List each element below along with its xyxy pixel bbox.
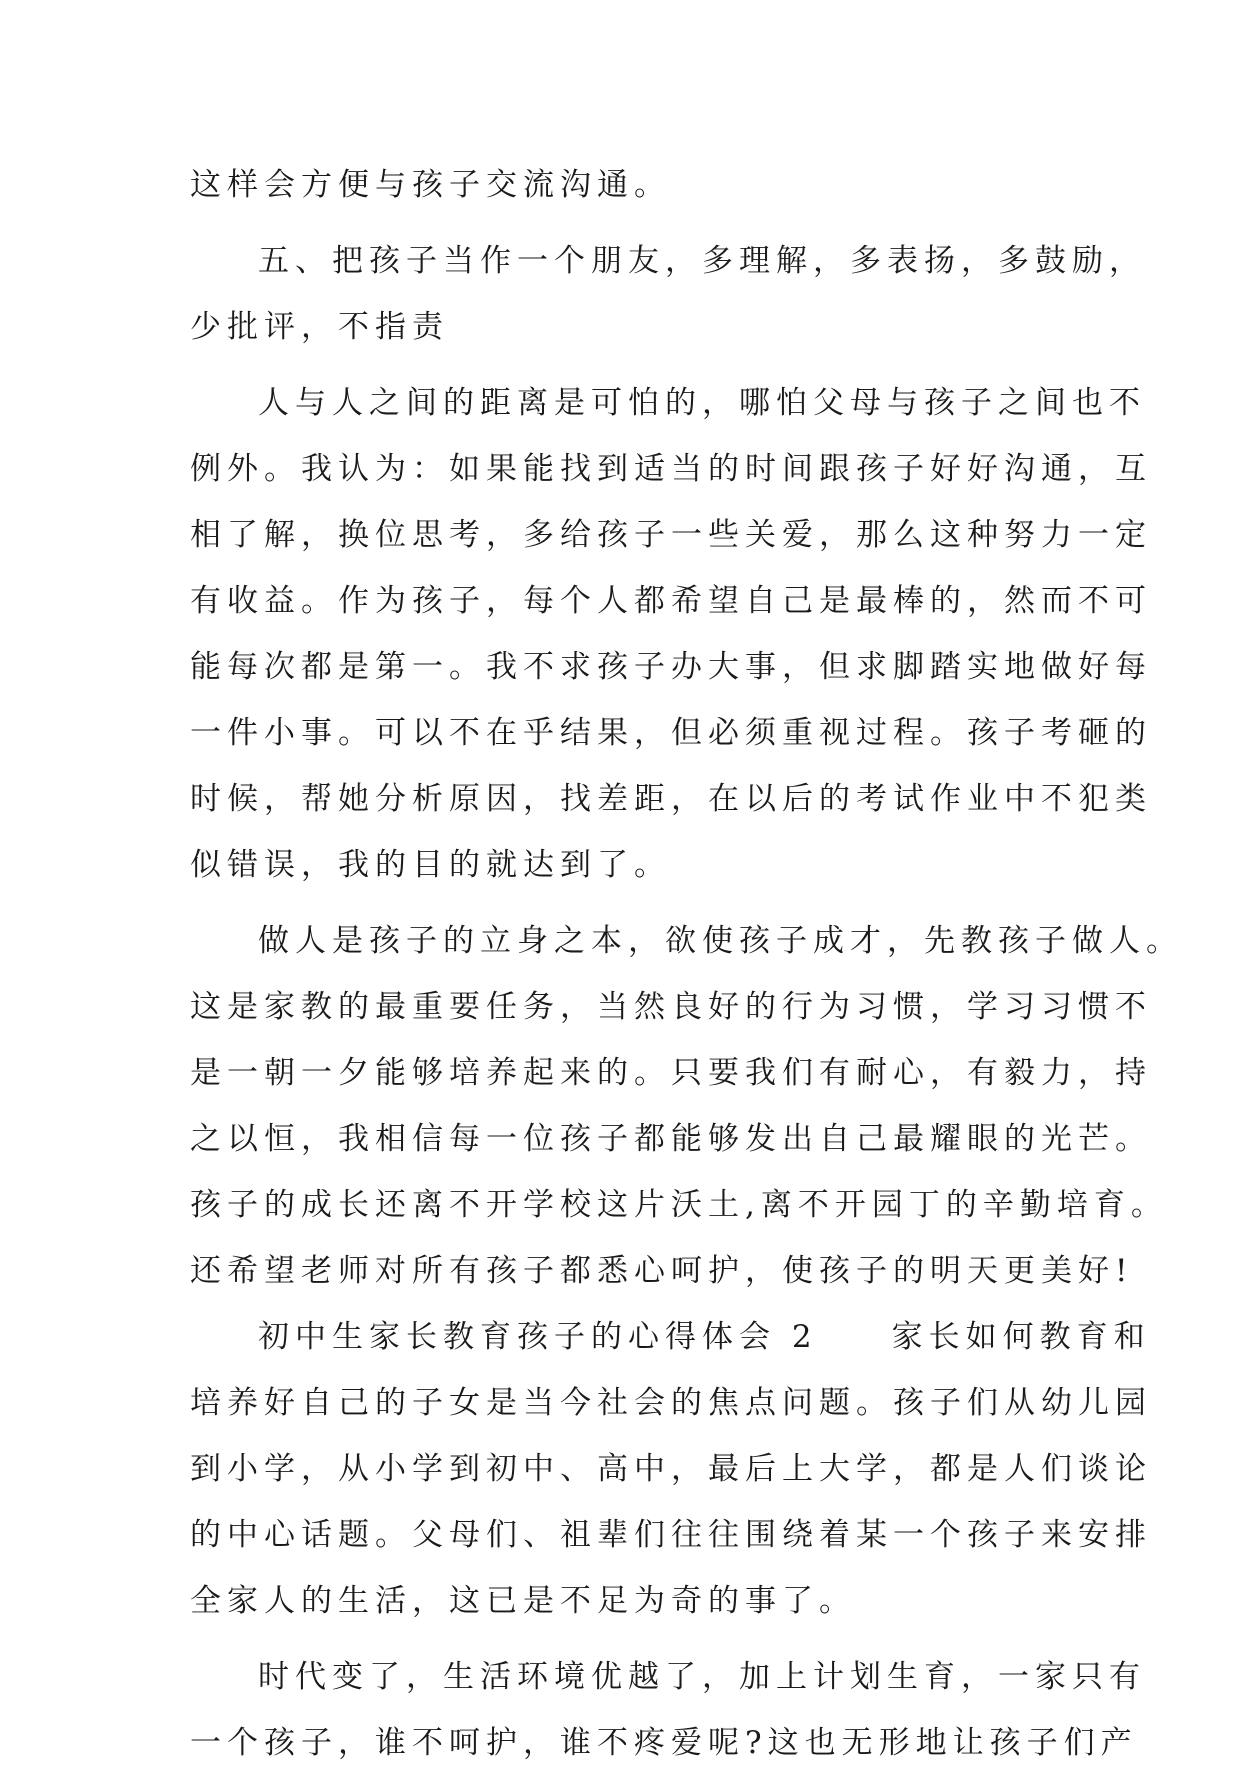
- paragraph-line: 之以恒，我相信每一位孩子都能够发出自己最耀眼的光芒。: [190, 1121, 1152, 1157]
- paragraph-line: 孩子的成长还离不开学校这片沃土,离不开园丁的辛勤培育。: [190, 1187, 1168, 1223]
- paragraph-line: 做人是孩子的立身之本，欲使孩子成才，先教孩子做人。: [258, 923, 1183, 959]
- paragraph-line: 有收益。作为孩子，每个人都希望自己是最棒的，然而不可: [190, 583, 1152, 619]
- paragraph-line: 这是家教的最重要任务，当然良好的行为习惯，学习习惯不: [190, 989, 1152, 1025]
- paragraph-line: 还希望老师对所有孩子都悉心呵护，使孩子的明天更美好!: [190, 1253, 1134, 1289]
- paragraph-line: 是一朝一夕能够培养起来的。只要我们有耐心，有毅力，持: [190, 1055, 1152, 1091]
- document-body: [190, 152, 1183, 1776]
- paragraph-line: 一件小事。可以不在乎结果，但必须重视过程。孩子考砸的: [190, 715, 1152, 751]
- paragraph-line: 培养好自己的子女是当今社会的焦点问题。孩子们从幼儿园: [190, 1385, 1152, 1421]
- paragraph-line: 能每次都是第一。我不求孩子办大事，但求脚踏实地做好每: [190, 649, 1152, 685]
- section-heading-line: 少批评，不指责: [190, 309, 449, 345]
- paragraph-line: 的中心话题。父母们、祖辈们往往围绕着某一个孩子来安排: [190, 1517, 1152, 1553]
- paragraph-line: 时代变了，生活环境优越了，加上计划生育，一家只有: [258, 1659, 1146, 1695]
- paragraph-line: 例外。我认为：如果能找到适当的时间跟孩子好好沟通，互: [190, 451, 1152, 487]
- paragraph-line: 全家人的生活，这已是不足为奇的事了。: [190, 1583, 856, 1619]
- paragraph-line: 一个孩子，谁不呵护，谁不疼爱呢?这也无形地让孩子们产: [190, 1725, 1138, 1761]
- text-line: 这样会方便与孩子交流沟通。: [190, 167, 671, 203]
- paragraph-line: 到小学，从小学到初中、高中，最后上大学，都是人们谈论: [190, 1451, 1152, 1487]
- paragraph-line: 相了解，换位思考，多给孩子一些关爱，那么这种努力一定: [190, 517, 1152, 553]
- paragraph-line: 人与人之间的距离是可怕的，哪怕父母与孩子之间也不: [258, 385, 1146, 421]
- paragraph-line: 似错误，我的目的就达到了。: [190, 847, 671, 883]
- paragraph-line: 初中生家长教育孩子的心得体会 2 家长如何教育和: [258, 1319, 1151, 1355]
- section-heading-line: 五、把孩子当作一个朋友，多理解，多表扬，多鼓励，: [258, 243, 1146, 279]
- paragraph-line: 时候，帮她分析原因，找差距，在以后的考试作业中不犯类: [190, 781, 1152, 817]
